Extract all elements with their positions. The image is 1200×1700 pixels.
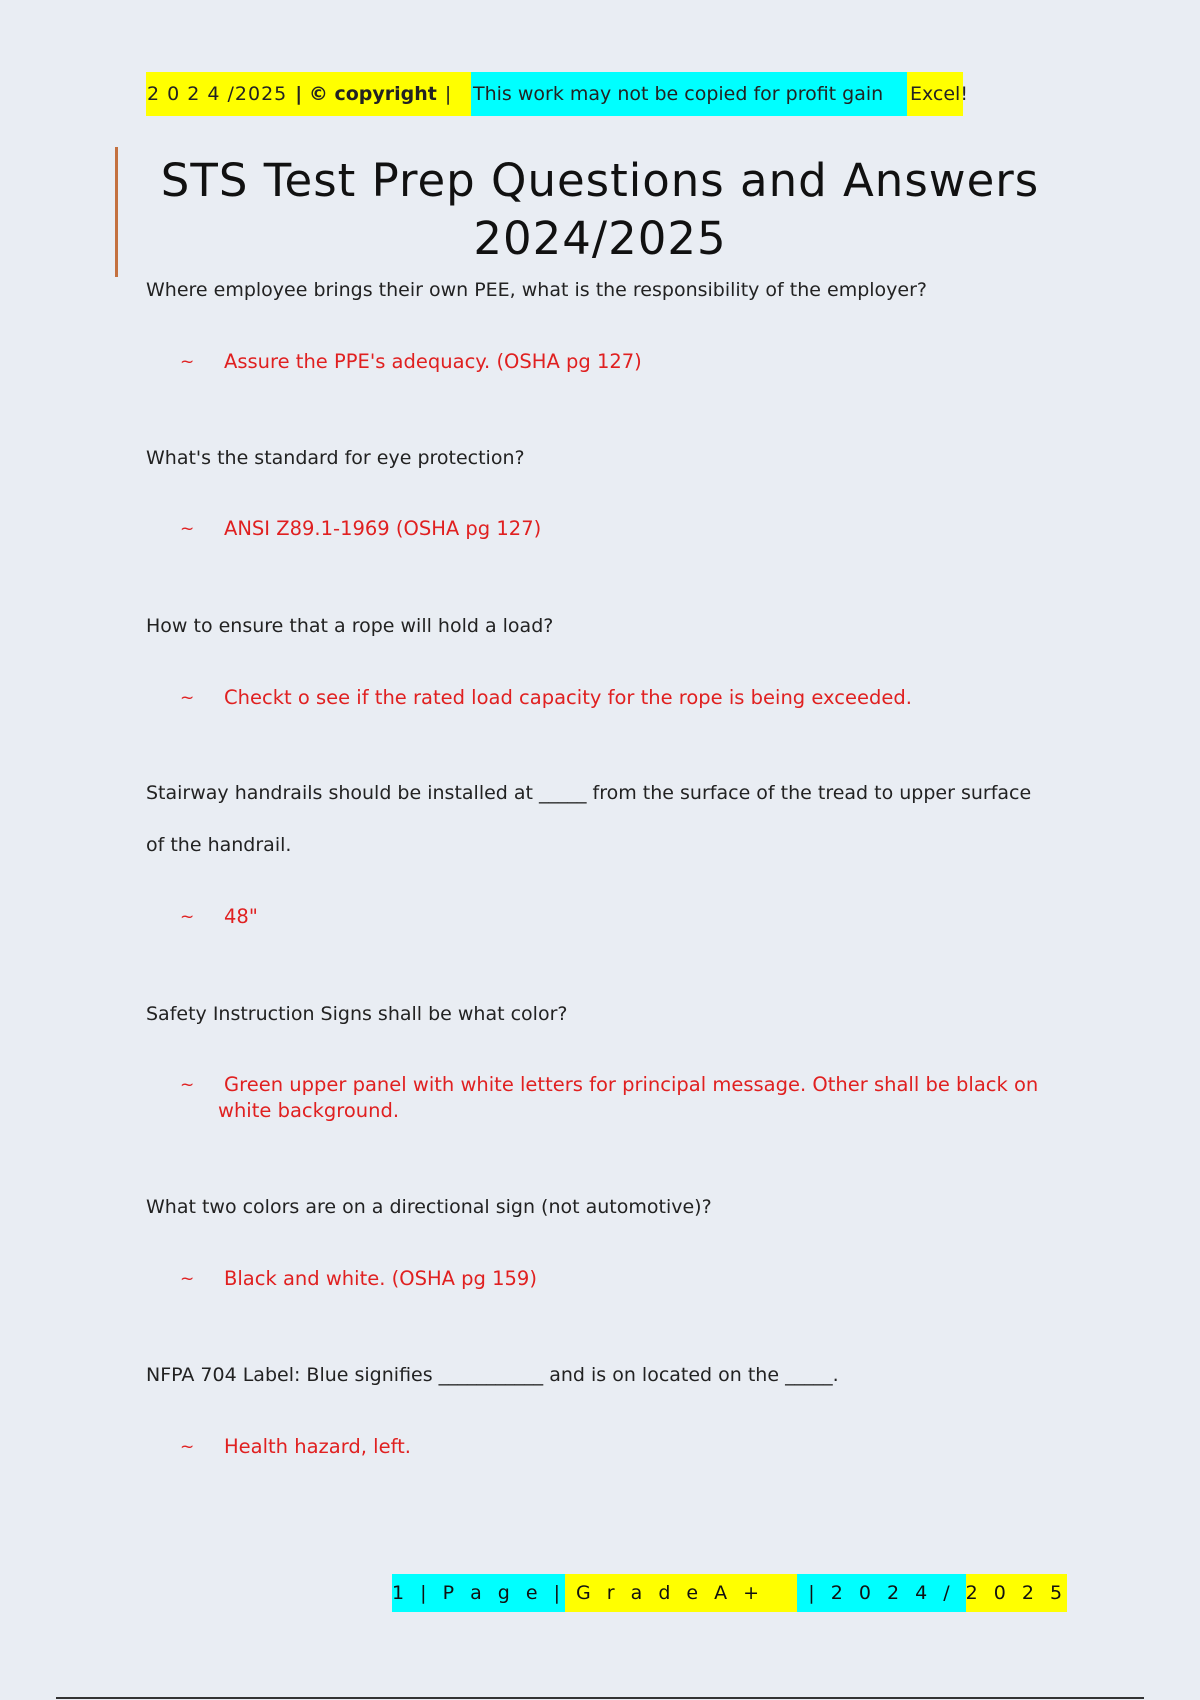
question-6: What two colors are on a directional sign (not automotive)? — [146, 1196, 712, 1218]
header-year: 2 0 2 4 /2025 — [147, 83, 288, 105]
answer-text-line-2: white background. — [218, 1099, 400, 1122]
answer-3 — [180, 685, 1060, 711]
answer-bullet: ~ — [180, 519, 195, 539]
answer-bullet: ~ — [180, 1269, 195, 1289]
answer-7 — [180, 1434, 1060, 1460]
answer-text: Assure the PPE's adequacy. (OSHA pg 127) — [224, 350, 642, 373]
answer-text: Checkt o see if the rated load capacity for the rope is being exceeded. — [224, 686, 912, 709]
answer-bullet: ~ — [180, 907, 195, 927]
answer-bullet: ~ — [180, 352, 195, 372]
header-separator: | — [444, 83, 452, 105]
title-line-2: 2024/2025 — [473, 212, 727, 265]
question-5: Safety Instruction Signs shall be what color? — [146, 1003, 568, 1025]
footer-year-a: | 2 0 2 4 / — [797, 1574, 965, 1612]
answer-text: Black and white. (OSHA pg 159) — [224, 1267, 537, 1290]
answer-2 — [180, 516, 1060, 542]
bottom-rule — [56, 1697, 1144, 1699]
title-line-1: STS Test Prep Questions and Answers — [160, 154, 1040, 207]
header-notice — [471, 72, 907, 116]
answer-bullet: ~ — [180, 1437, 195, 1457]
question-2: What's the standard for eye protection? — [146, 447, 525, 469]
answer-6 — [180, 1266, 1060, 1292]
header-notice-text: This work may not be copied for profit gain — [473, 83, 884, 105]
question-1: Where employee brings their own PEE, what is the responsibility of the employer? — [146, 279, 927, 301]
header-copyright: | © copyright — [295, 83, 437, 105]
answer-5 — [180, 1072, 1060, 1124]
question-4 — [146, 767, 1066, 871]
question-4-line-2: of the handrail. — [146, 834, 292, 856]
question-3: How to ensure that a rope will hold a load? — [146, 615, 554, 637]
footer-grade: G r a d e A + — [565, 1574, 797, 1612]
page-footer — [392, 1574, 1067, 1612]
answer-4 — [180, 904, 1060, 930]
copyright-header — [146, 72, 968, 116]
answer-text: ANSI Z89.1-1969 (OSHA pg 127) — [224, 517, 542, 540]
footer-year-b: 2 0 2 5 — [966, 1574, 1067, 1612]
header-excel — [907, 72, 968, 116]
answer-1 — [180, 349, 1060, 375]
question-7: NFPA 704 Label: Blue signifies ___________ and is on located on the _____. — [146, 1364, 839, 1386]
answer-bullet: ~ — [180, 1075, 195, 1095]
answer-text: Health hazard, left. — [224, 1435, 411, 1458]
question-4-line-1: Stairway handrails should be installed at _____ from the surface of the tread to upper surface — [146, 782, 1032, 804]
answer-bullet: ~ — [180, 688, 195, 708]
footer-page-number: 1 | P a g e | — [392, 1574, 565, 1612]
document-title — [146, 152, 1054, 268]
title-accent-rule — [115, 147, 118, 277]
answer-text: 48" — [224, 905, 258, 928]
answer-text-line-1: Green upper panel with white letters for principal message. Other shall be black on — [224, 1073, 1039, 1096]
header-excel-text: Excel! — [910, 83, 968, 105]
header-year-copyright — [146, 72, 471, 116]
